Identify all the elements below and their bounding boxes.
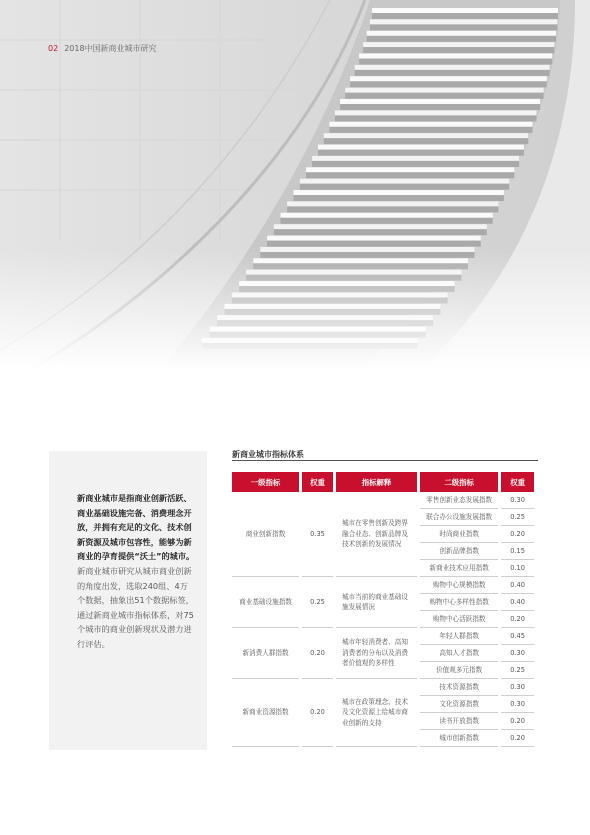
stair-step: [294, 190, 504, 195]
sub-indicator-weight: 0.40: [501, 577, 534, 594]
sub-indicator-name: 读书开放指数: [420, 713, 498, 730]
sub-indicator-weight: 0.20: [501, 713, 534, 730]
stair-riser: [324, 138, 529, 144]
stair-step: [267, 236, 481, 241]
sub-indicator-name: 高知人才指数: [420, 645, 498, 662]
stair-riser: [300, 184, 509, 190]
stair-riser: [335, 115, 537, 121]
group-weight: 0.25: [302, 577, 333, 628]
group-weight: 0.20: [302, 679, 333, 747]
stair-riser: [287, 206, 498, 212]
stair-step: [367, 31, 556, 36]
stair-step: [287, 201, 498, 206]
sub-indicator-weight: 0.25: [501, 662, 534, 679]
group-description: 城市在政策理念、技术及文化资源上给城市商业创新的支持: [336, 679, 417, 747]
stair-riser: [355, 70, 550, 76]
stair-step: [345, 88, 543, 93]
stair-step: [329, 122, 532, 127]
staircase-photo: [0, 0, 590, 370]
sub-indicator-name: 零售创新业态发展指数: [420, 492, 498, 509]
stair-riser: [367, 36, 556, 42]
stair-step: [355, 65, 550, 70]
sub-indicator-name: 文化资源指数: [420, 696, 498, 713]
sub-indicator-name: 创新品牌指数: [420, 543, 498, 560]
stair-riser: [329, 127, 532, 133]
group-name: 商业创新指数: [232, 492, 299, 577]
group-name: 新商业资源指数: [232, 679, 299, 747]
sub-indicator-weight: 0.25: [501, 509, 534, 526]
intro-bold-text: 新商业城市是指商业创新活跃、商业基础设施完备、消费理念开放，并拥有充足的文化、技术创新资源及城市包容性，能够为新商业的孕育提供“沃土”的城市。: [77, 493, 195, 562]
stair-riser: [312, 161, 519, 167]
stair-step: [335, 110, 537, 115]
table-row: [232, 628, 534, 645]
sub-indicator-weight: 0.30: [501, 492, 534, 509]
stair-step: [370, 19, 558, 24]
stair-riser: [350, 81, 547, 87]
group-weight: 0.35: [302, 492, 333, 577]
stair-riser: [274, 229, 487, 235]
stair-riser: [306, 172, 514, 178]
stair-step: [363, 42, 554, 47]
intro-text: [77, 491, 195, 652]
header-secondary-weight: 权重: [501, 472, 534, 492]
sub-indicator-weight: 0.15: [501, 543, 534, 560]
stair-step: [372, 8, 558, 13]
title-divider: [232, 460, 538, 461]
stair-riser: [267, 241, 481, 247]
table-row: [232, 492, 534, 509]
sub-indicator-weight: 0.20: [501, 730, 534, 747]
sub-indicator-weight: 0.30: [501, 679, 534, 696]
stair-riser: [318, 150, 524, 156]
sub-indicator-name: 联合办公设施发展指数: [420, 509, 498, 526]
table-title: 新商业城市指标体系: [232, 450, 304, 459]
sub-indicator-weight: 0.45: [501, 628, 534, 645]
stair-step: [281, 213, 493, 218]
stair-riser: [370, 24, 558, 30]
sub-indicator-name: 购物中心多样性指数: [420, 594, 498, 611]
sub-indicator-name: 时尚商业指数: [420, 526, 498, 543]
stair-riser: [372, 13, 558, 19]
group-name: 商业基础设施指数: [232, 577, 299, 628]
group-description: 城市年轻消费者、高知消费者的分布以及消费者价值观的多样性: [336, 628, 417, 679]
header-secondary-indicator: 二级指标: [420, 472, 498, 492]
stair-riser: [294, 195, 504, 201]
sub-indicator-weight: 0.20: [501, 526, 534, 543]
sub-indicator-name: 购物中心规模指数: [420, 577, 498, 594]
stair-step: [359, 54, 552, 59]
stair-step: [300, 179, 509, 184]
stair-riser: [359, 59, 552, 65]
stair-step: [324, 133, 529, 138]
indicator-table: [229, 472, 537, 747]
sub-indicator-name: 购物中心活跃指数: [420, 611, 498, 628]
stair-riser: [345, 93, 543, 99]
header-primary-indicator: 一级指标: [232, 472, 299, 492]
report-title: 2018中国新商业城市研究: [64, 44, 157, 53]
header-primary-weight: 权重: [302, 472, 333, 492]
stair-step: [318, 145, 524, 150]
group-description: 城市当前的商业基础设施发展情况: [336, 577, 417, 628]
sub-indicator-weight: 0.40: [501, 594, 534, 611]
sub-indicator-weight: 0.30: [501, 696, 534, 713]
sub-indicator-name: 城市创新指数: [420, 730, 498, 747]
group-name: 新消费人群指数: [232, 628, 299, 679]
table-row: [232, 679, 534, 696]
stair-step: [350, 76, 547, 81]
sub-indicator-name: 价值观多元指数: [420, 662, 498, 679]
group-description: 城市在零售创新及跨界融合业态、创新品牌及技术创新的发展情况: [336, 492, 417, 577]
sub-indicator-weight: 0.10: [501, 560, 534, 577]
stair-step: [274, 224, 487, 229]
sub-indicator-name: 年轻人群指数: [420, 628, 498, 645]
stair-step: [312, 156, 519, 161]
stair-step: [340, 99, 540, 104]
sub-indicator-name: 新商业技术应用指数: [420, 560, 498, 577]
group-weight: 0.20: [302, 628, 333, 679]
stair-riser: [340, 104, 540, 110]
sub-indicator-weight: 0.30: [501, 645, 534, 662]
header-explanation: 指标解释: [336, 472, 417, 492]
intro-normal-text: 新商业城市研究从城市商业创新的角度出发，选取240组、4万个数据，抽象出51个数据标签，通过新商业城市指标体系，对75个城市的商业创新现状及潜力进行评估。: [77, 565, 194, 649]
stair-step: [306, 167, 514, 172]
table-header-row: [232, 472, 534, 492]
page-header: [48, 43, 157, 54]
table-row: [232, 577, 534, 594]
stair-riser: [281, 218, 493, 224]
sub-indicator-name: 技术资源指数: [420, 679, 498, 696]
page-number: 02: [48, 44, 59, 53]
sub-indicator-weight: 0.20: [501, 611, 534, 628]
stair-riser: [363, 47, 554, 53]
